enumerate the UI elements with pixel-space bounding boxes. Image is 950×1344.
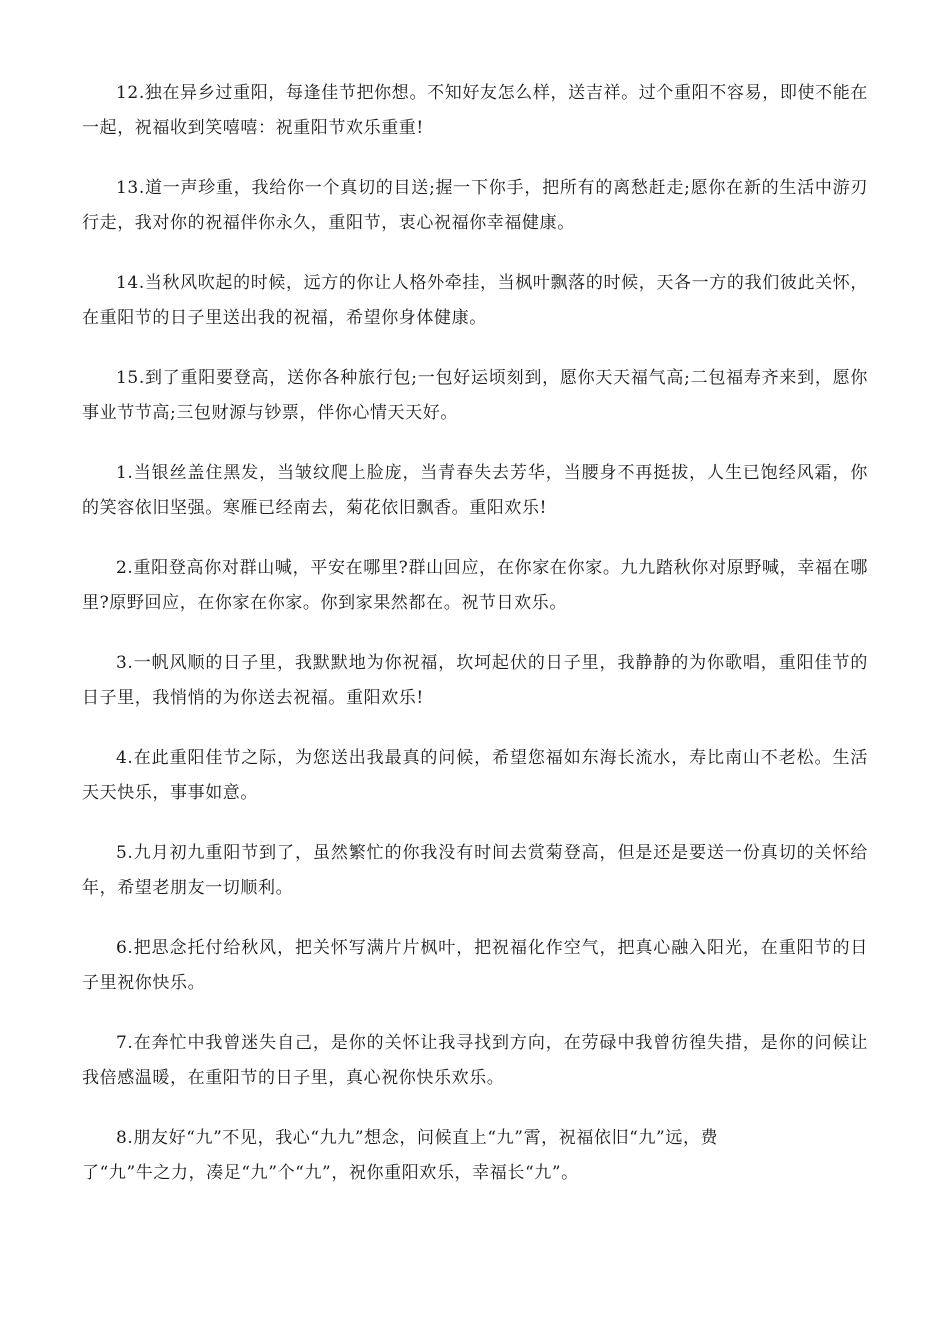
paragraph-greeting-4: 4.在此重阳佳节之际，为您送出我最真的问候，希望您福如东海长流水，寿比南山不老松。生活天天快乐，事事如意。: [82, 748, 868, 803]
paragraph-greeting-8: 8.朋友好“九”不见，我心“九九”想念，问候直上“九”霄，祝福依旧“九”远，费 了“九”牛之力，凑足“九”个“九”，祝你重阳欢乐，幸福长“九”。: [82, 1128, 719, 1183]
paragraph-greeting-15: 15.到了重阳要登高，送你各种旅行包;一包好运顷刻到，愿你天天福气高;二包福寿齐来到，愿你事业节节高;三包财源与钞票，伴你心情天天好。: [82, 368, 868, 423]
paragraph-greeting-2: 2.重阳登高你对群山喊，平安在哪里?群山回应，在你家在你家。九九踏秋你对原野喊，幸福在哪里?原野回应，在你家在你家。你到家果然都在。祝节日欢乐。: [82, 558, 868, 613]
paragraph-greeting-7: 7.在奔忙中我曾迷失自己，是你的关怀让我寻找到方向，在劳碌中我曾彷徨失措，是你的问候让我倍感温暖，在重阳节的日子里，真心祝你快乐欢乐。: [82, 1033, 868, 1088]
paragraph-greeting-14: 14.当秋风吹起的时候，远方的你让人格外牵挂，当枫叶飘落的时候，天各一方的我们彼此关怀，在重阳节的日子里送出我的祝福，希望你身体健康。: [82, 273, 868, 328]
document-body: [82, 76, 868, 1216]
paragraph-greeting-1: 1.当银丝盖住黑发，当皱纹爬上脸庞，当青春失去芳华，当腰身不再挺拔，人生已饱经风霜，你的笑容依旧坚强。寒雁已经南去，菊花依旧飘香。重阳欢乐!: [82, 463, 868, 518]
paragraph-greeting-5: 5.九月初九重阳节到了，虽然繁忙的你我没有时间去赏菊登高，但是还是要送一份真切的关怀给年，希望老朋友一切顺利。: [82, 843, 868, 898]
paragraph-greeting-12: 12.独在异乡过重阳，每逢佳节把你想。不知好友怎么样，送吉祥。过个重阳不容易，即使不能在一起，祝福收到笑嘻嘻：祝重阳节欢乐重重!: [82, 83, 868, 138]
paragraph-greeting-13: 13.道一声珍重，我给你一个真切的目送;握一下你手，把所有的离愁赶走;愿你在新的生活中游刃行走，我对你的祝福伴你永久，重阳节，衷心祝福你幸福健康。: [82, 178, 868, 233]
paragraph-greeting-6: 6.把思念托付给秋风，把关怀写满片片枫叶，把祝福化作空气，把真心融入阳光，在重阳节的日子里祝你快乐。: [82, 938, 868, 993]
paragraph-greeting-3: 3.一帆风顺的日子里，我默默地为你祝福，坎坷起伏的日子里，我静静的为你歌唱，重阳佳节的日子里，我悄悄的为你送去祝福。重阳欢乐!: [82, 653, 868, 708]
